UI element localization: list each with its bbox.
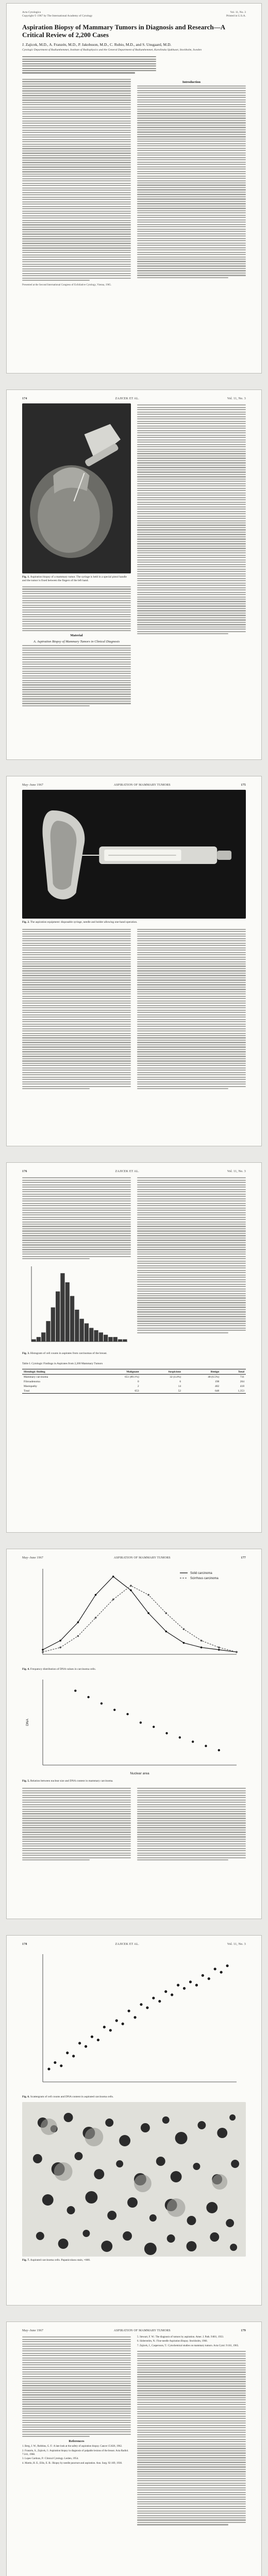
figure-5-text: Relation between nuclear size and DNA content in mammary carcinoma. [30, 1780, 113, 1783]
figure-1-photo [22, 403, 131, 573]
journal-header [22, 11, 246, 18]
histogram-bar [65, 1282, 70, 1342]
page-2-right-column [137, 403, 246, 707]
running-volume: Vol. 11, No. 3 [227, 1943, 246, 1946]
page-7-columns [22, 2335, 246, 2527]
running-title: ASPIRATION OF MAMMARY TUMORS [113, 784, 171, 787]
scatter-point [133, 2016, 136, 2019]
histogram-bar [56, 1292, 60, 1342]
page-4 [6, 1162, 262, 1533]
reference-item: 5. Stewart, F. W.: The diagnosis of tumors by aspiration. Amer. J. Path. 9:801, 1933. [137, 2336, 224, 2338]
figure-7-micrograph [22, 2102, 246, 2257]
figure-3-label: Fig. 3. [22, 1352, 30, 1355]
table-cell: 2 [137, 1384, 139, 1388]
table-cell: Mastopathy [24, 1384, 37, 1388]
data-point [112, 1599, 114, 1601]
data-point [95, 1594, 97, 1596]
page-7-left-column [22, 2335, 131, 2527]
histogram-bar [108, 1337, 112, 1342]
page-5-left-column [22, 1787, 131, 1862]
scatter-point [91, 2036, 93, 2038]
figure-1-text: Aspiration biopsy of a mammary tumor. The syringe is held in a special pistol handle and the tumor is fixed between the fingers of the left hand. [22, 575, 127, 583]
data-point [59, 1647, 61, 1649]
scatter-point [103, 2026, 106, 2028]
histogram-bar [70, 1296, 74, 1342]
reference-item: 6. Söderström, N.: Fine-needle Aspiration Biopsy. Stockholm, 1966. [137, 2340, 208, 2343]
figure-4-caption [22, 1668, 246, 1671]
journal-copyright: Copyright © 1967 by The International Academy of Cytology [22, 14, 93, 18]
data-point [147, 1612, 149, 1614]
section-heading-references: References [69, 2439, 85, 2444]
references-list-right [137, 2335, 246, 2348]
page-2-left-text [22, 586, 131, 706]
series-line [43, 1577, 237, 1652]
page-5-right-column [137, 1787, 246, 1862]
figure-2-text: The aspiration equipment: disposable syringe, needle and holder allowing one-hand operation. [30, 921, 138, 924]
table-1 [22, 1369, 246, 1394]
data-point [183, 1642, 185, 1644]
data-point [95, 1617, 97, 1619]
table-cell: Fibroadenoma [24, 1380, 40, 1383]
table-cell: Mammary carcinoma [24, 1375, 48, 1379]
journal-name: Acta Cytologica [22, 11, 41, 14]
table-header-cell: Histologic finding [22, 1369, 95, 1375]
histogram-bar [104, 1335, 108, 1342]
series-line [43, 1586, 237, 1652]
scatter-point [72, 2055, 75, 2057]
figure-3-caption [22, 1352, 131, 1355]
running-head [22, 1943, 246, 1946]
histogram-bar [75, 1310, 79, 1342]
reference-item: 4. Martin, H. E., Ellis, E. B.: Biopsy by needle puncture and aspiration. Ann. Surg. 92:169, 1930. [22, 2462, 123, 2465]
page-2-left-column [22, 403, 131, 707]
table-cell: 0 [137, 1380, 139, 1383]
histogram-bar [113, 1337, 118, 1342]
legend-label: Scirrhous carcinoma [190, 1577, 219, 1580]
scatter-point [152, 1997, 155, 1999]
page-4-left-text-top [22, 1177, 131, 1259]
data-point [218, 1647, 220, 1649]
figure-7-caption [22, 2259, 246, 2262]
table-header-row [22, 1369, 246, 1375]
scatter-point [47, 2067, 50, 2070]
data-point [147, 1594, 149, 1596]
table-cell: 648 [182, 1388, 221, 1394]
scatter-point [78, 2042, 81, 2044]
figure-3-text: Histogram of cell counts in aspirates from carcinomas of the breast. [30, 1352, 107, 1355]
body-column-right [137, 78, 246, 287]
figure-7-text: Aspirated carcinoma cells. Papanicolaou stain, ×600. [30, 2259, 91, 2262]
page-5 [6, 1549, 262, 1919]
data-point [200, 1647, 203, 1649]
data-point [165, 1631, 167, 1633]
section-heading-introduction: Introduction [182, 80, 201, 84]
scatter-point [220, 1971, 223, 1973]
running-title: ZAJICEK ET AL. [115, 1170, 139, 1173]
running-volume: Vol. 11, No. 3 [227, 397, 246, 400]
article-title: Aspiration Biopsy of Mammary Tumors in Diagnosis and Research—A Critical Review of 2,200 Cases [22, 23, 225, 39]
page-7-left-text [22, 2336, 131, 2437]
table-cell: 653 [95, 1388, 141, 1394]
running-head [22, 2329, 246, 2332]
histogram-bar [85, 1324, 89, 1342]
data-point [77, 1621, 79, 1623]
table-cell: 204 [240, 1380, 244, 1383]
scatter-point [192, 1741, 194, 1743]
data-point [165, 1612, 167, 1614]
scatter-point [195, 1984, 198, 1987]
reference-item: 1. Berg, J. W., Robbins, G. F.: A late look at the safety of aspiration biopsy. Cancer 15:826, 1962. [22, 2445, 123, 2448]
running-title: ASPIRATION OF MAMMARY TUMORS [113, 2329, 171, 2332]
scatter-point [179, 1737, 181, 1739]
page-3-right-column [137, 927, 246, 1090]
abstract-block [22, 56, 156, 74]
scatter-point [60, 2064, 62, 2067]
scatter-point [177, 1984, 179, 1987]
data-point [183, 1628, 185, 1630]
figure-6-scattergram [22, 1949, 247, 2093]
page-4-right-column [137, 1176, 246, 1359]
data-point [218, 1649, 220, 1651]
running-date: May–June 1967 [22, 784, 44, 787]
scatter-point [126, 1713, 128, 1715]
table-cell: 651 (89.1%) [125, 1375, 139, 1379]
body-columns [22, 78, 246, 287]
figure-4-line-chart [22, 1563, 247, 1666]
data-point [42, 1651, 44, 1653]
scatter-point [226, 1964, 228, 1967]
scatter-point [153, 1726, 155, 1728]
table-cell: 198 [215, 1380, 220, 1383]
references-list-left [22, 2445, 131, 2465]
figure-1-caption [22, 575, 131, 583]
body-column-left [22, 78, 131, 287]
scatter-point [128, 2010, 130, 2012]
table-1-caption: Table I. Cytologic Findings in Aspirates from 2,200 Mammary Tumors [22, 1362, 103, 1365]
scatter-point [214, 1968, 216, 1970]
scatter-point [164, 1990, 167, 1993]
reference-item: 2. Franzén, S., Zajicek, J.: Aspiration biopsy in diagnosis of palpable lesions of the breast. Acta Radiol. 7:241, 1968. [22, 2449, 129, 2456]
page-6 [6, 1935, 262, 2306]
scatter-point [205, 1745, 207, 1747]
figure-7-label: Fig. 7. [22, 2259, 30, 2262]
figure-1-photo-art [22, 403, 131, 573]
page-5-columns [22, 1787, 246, 1862]
footnote: Presented at the Second International Congress of Exfoliative Cytology, Vienna, 1965. [22, 284, 111, 287]
running-head [22, 784, 246, 787]
table-cell: 418 [240, 1384, 244, 1388]
page-3 [6, 776, 262, 1146]
figure-3-histogram [22, 1262, 130, 1350]
page-1 [6, 3, 262, 374]
histogram-bar [46, 1321, 50, 1342]
table-cell: 32 (4.4%) [170, 1375, 181, 1379]
page-4-left-column [22, 1176, 131, 1359]
scatter-point [171, 1993, 173, 1996]
section-heading-material: Material [70, 634, 83, 638]
scatter-point [85, 2045, 87, 2048]
running-volume: Vol. 11, No. 3 [227, 1170, 246, 1173]
page-7 [6, 2321, 262, 2576]
scatter-point [74, 1690, 76, 1692]
running-date: May–June 1967 [22, 2329, 44, 2332]
table-cell: 52 [141, 1388, 182, 1394]
scatter-point [208, 1977, 210, 1980]
running-title: ASPIRATION OF MAMMARY TUMORS [113, 1556, 171, 1560]
data-point [112, 1575, 114, 1578]
scatter-point [146, 2006, 148, 2009]
page-number: 177 [241, 1556, 246, 1560]
histogram-bar [37, 1337, 41, 1342]
figure-2-photo [22, 790, 246, 919]
table-cell: Total [22, 1388, 95, 1394]
article-authors: J. Zajicek, M.D., A. Franzén, M.D., P. Jakobsson, M.D., C. Rubio, M.D., and S. Unsgaard, M.D. [22, 42, 172, 47]
data-point [130, 1585, 132, 1587]
running-title: ZAJICEK ET AL. [115, 1943, 139, 1946]
histogram-bar [99, 1333, 103, 1342]
table-row [22, 1379, 246, 1384]
page-number: 175 [241, 784, 246, 787]
x-axis-label: Nuclear area [130, 1772, 149, 1776]
table-row [22, 1388, 246, 1394]
running-date: May–June 1967 [22, 1556, 44, 1560]
scatter-point [66, 2052, 69, 2054]
scatter-point [140, 1722, 142, 1724]
table-header-cell: Malignant [95, 1369, 141, 1375]
figure-5-caption [22, 1780, 246, 1783]
legend-label: Solid carcinoma [190, 1572, 212, 1575]
page-number: 179 [241, 2329, 246, 2332]
table-cell: 14 [178, 1384, 181, 1388]
histogram-bar [80, 1319, 84, 1342]
histogram-bar [89, 1328, 93, 1342]
data-point [130, 1589, 132, 1591]
scatter-point [165, 1732, 167, 1734]
scatter-point [54, 2061, 56, 2064]
table-cell: 6 [179, 1380, 181, 1383]
article-affiliation: Cytologic Department of Radiumhemmet, Institute of Radiophysics and the General Department of Radiumhemmet, Karolinska Sjukhuset, Stockholm, Sweden [22, 48, 202, 52]
page-2 [6, 389, 262, 760]
histogram-bar [123, 1340, 127, 1342]
figure-2-photo-art [22, 790, 246, 919]
page-3-left-column [22, 927, 131, 1090]
scatter-point [183, 1987, 186, 1990]
figure-2-label: Fig. 2. [22, 921, 30, 924]
page-number: 178 [22, 1943, 27, 1946]
scatter-point [158, 2000, 161, 2003]
table-row [22, 1375, 246, 1380]
figure-2-caption [22, 921, 246, 924]
table-row [22, 1384, 246, 1388]
scatter-point [122, 2023, 124, 2025]
data-point [59, 1640, 61, 1642]
figure-6-caption [22, 2095, 246, 2099]
page-3-columns [22, 927, 246, 1090]
figure-6-label: Fig. 6. [22, 2095, 30, 2098]
table-cell: 48 (6.5%) [208, 1375, 220, 1379]
scatter-point [109, 2029, 112, 2031]
figure-6-text: Scattergram of cell counts and DNA content in aspirated carcinoma cells. [30, 2095, 114, 2098]
page-4-columns [22, 1176, 246, 1359]
table-cell: 402 [215, 1384, 220, 1388]
figure-5-label: Fig. 5. [22, 1780, 30, 1783]
figure-4-label: Fig. 4. [22, 1668, 30, 1671]
data-point [236, 1651, 238, 1653]
table-header-cell: Benign [182, 1369, 221, 1375]
journal-volume: Vol. 11, No. 3 [230, 11, 246, 14]
page-number: 176 [22, 1170, 27, 1173]
histogram-bar [41, 1333, 45, 1342]
running-head [22, 1556, 246, 1560]
scatter-point [87, 1696, 89, 1698]
running-title: ZAJICEK ET AL. [115, 397, 139, 400]
histogram-bar [118, 1340, 122, 1342]
data-point [200, 1640, 203, 1642]
scatter-point [218, 1749, 220, 1751]
reference-item: 7. Zajicek, J., Caspersson, T.: Cytochemical studies on mammary tumors. Acta Cytol. 9:161, 1965. [137, 2344, 239, 2347]
y-axis-label: DNA [26, 1719, 29, 1726]
histogram-bar [32, 1340, 36, 1342]
scatter-point [97, 2039, 99, 2041]
running-head [22, 1170, 246, 1173]
scatter-point [202, 1974, 204, 1977]
histogram-bar [94, 1330, 98, 1342]
scatter-point [100, 1703, 103, 1705]
subsection-heading: A. Aspiration Biopsy of Mammary Tumors in Clinical Diagnosis [33, 640, 120, 644]
page-7-right-column [137, 2335, 246, 2527]
figure-4-text: Frequency distribution of DNA values in carcinoma cells. [30, 1668, 96, 1671]
journal-printed: Printed in U.S.A. [226, 14, 246, 18]
reference-item: 3. Lopes Cardozo, P.: Clinical Cytology. Leiden, 1954. [22, 2458, 79, 2461]
figure-7-micrograph-art [22, 2102, 246, 2257]
histogram-bar [60, 1274, 64, 1342]
scatter-point [113, 1709, 115, 1711]
table-header-cell: Total [221, 1369, 246, 1375]
scatter-point [140, 2003, 142, 2006]
page-number: 174 [22, 397, 27, 400]
scatter-point [115, 2019, 118, 2022]
table-cell: 731 [240, 1375, 244, 1379]
table-header-cell: Suspicious [141, 1369, 182, 1375]
running-head [22, 397, 246, 400]
page-2-columns [22, 403, 246, 707]
data-point [42, 1649, 44, 1651]
table-cell: 1,353 [221, 1388, 246, 1394]
figure-1-label: Fig. 1. [22, 575, 30, 579]
scatter-point [189, 1980, 192, 1983]
data-point [77, 1635, 79, 1637]
figure-5-scatter [22, 1674, 247, 1777]
page-7-right-text [137, 2351, 246, 2526]
histogram-bar [51, 1308, 55, 1342]
